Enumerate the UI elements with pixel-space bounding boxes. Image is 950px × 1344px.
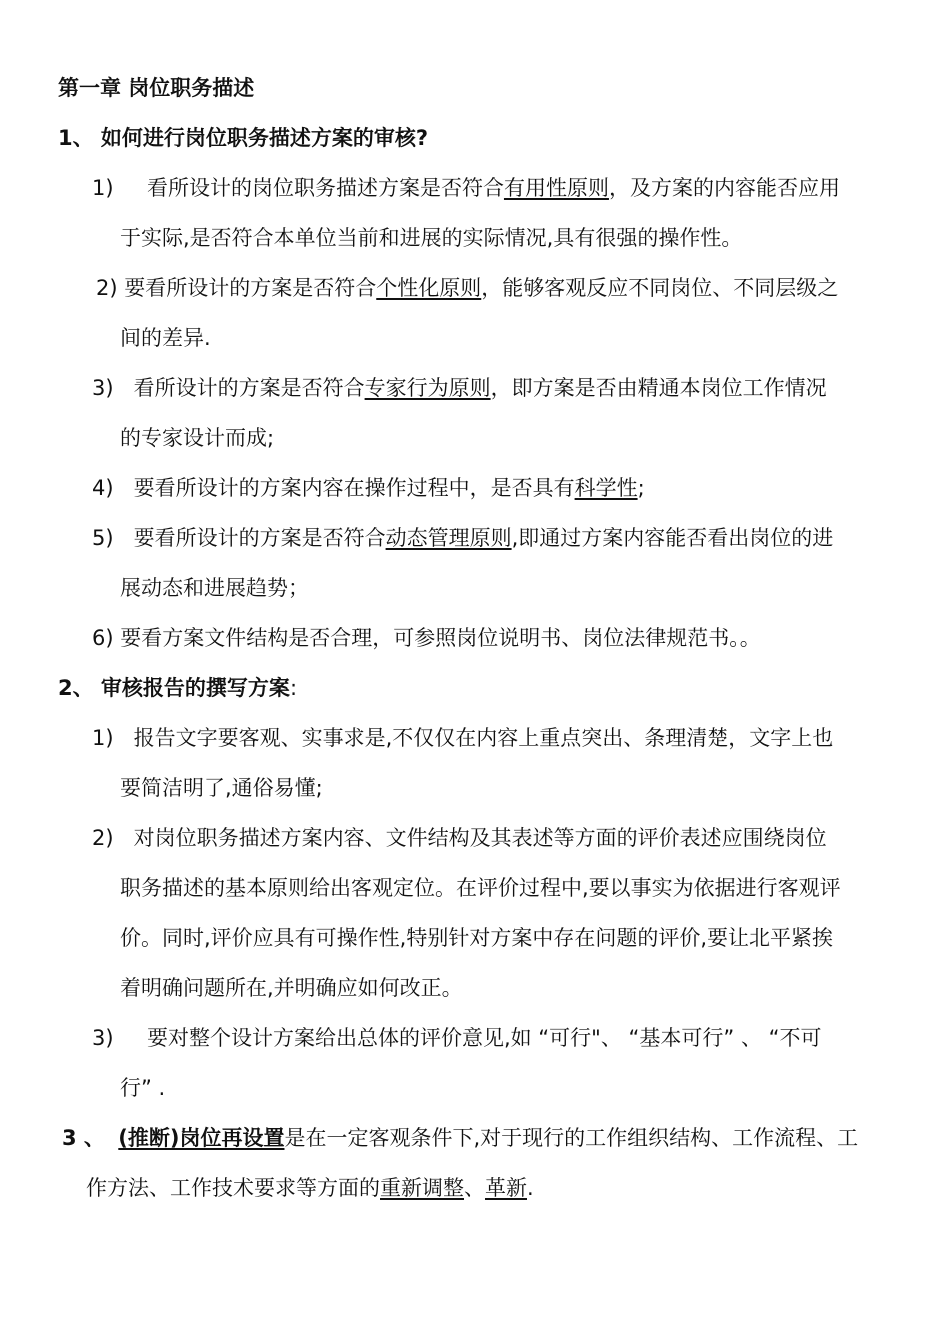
item-continuation: 展动态和进展趋势； [120,576,309,600]
section-3-text: 作方法、工作技术要求等方面的 [86,1176,380,1200]
item-text: ，能够客观反应不同岗位、不同层级之 [481,276,839,300]
item-text: 看所设计的岗位职务描述方案是否符合 [146,176,504,200]
list-item [92,824,827,852]
item-number: 4) [92,476,114,500]
section-3-paragraph [62,1124,858,1152]
item-text: 要看所设计的方案是否符合 [133,526,386,550]
item-continuation: 要简洁明了,通俗易懂; [120,776,323,800]
list-item [92,524,833,552]
underlined-term: 有用性原则 [503,176,609,200]
section-3-number: 3 、 [62,1126,105,1150]
section-1-heading: 1、 如何进行岗位职务描述方案的审核? [58,126,429,150]
underlined-term: 个性化原则 [376,276,482,300]
item-continuation: 价。同时,评价应具有可操作性,特别针对方案中存在问题的评价,要让北平紧挨 [120,926,834,950]
underlined-term: 革新 [485,1176,527,1200]
item-text: ; [637,476,645,500]
item-continuation: 着明确问题所在,并明确应如何改正。 [120,976,463,1000]
item-continuation: 行” . [120,1076,166,1100]
list-item [92,474,645,502]
item-number: 2) [92,826,114,850]
item-text: ，即方案是否由精通本岗位工作情况 [490,376,827,400]
end-mark: . [527,1176,534,1200]
item-text: 要看方案文件结构是否合理，可参照岗位说明书、岗位法律规范书。。 [120,626,761,650]
list-item [92,174,840,202]
separator: 、 [464,1176,485,1200]
chapter-title: 第一章 岗位职务描述 [58,76,255,100]
item-continuation: 于实际,是否符合本单位当前和进展的实际情况,具有很强的操作性。 [120,226,743,250]
item-number: 6) [92,626,114,650]
heading-colon: : [289,676,298,700]
list-item [92,724,833,752]
item-text: ，及方案的内容能否应用 [608,176,840,200]
item-continuation: 职务描述的基本原则给出客观定位。在评价过程中,要以事实为依据进行客观评 [120,876,841,900]
section-3-text: 是在一定客观条件下,对于现行的工作组织结构、工作流程、工 [284,1126,859,1150]
list-item [92,624,761,652]
item-text: 报告文字要客观、实事求是,不仅仅在内容上重点突出、条理清楚，文字上也 [133,726,834,750]
section-2-heading [58,674,297,702]
item-text: 看所设计的方案是否符合 [133,376,365,400]
underlined-term: 科学性 [574,476,638,500]
list-item [92,374,827,402]
item-number: 1) [92,176,114,200]
item-number: 2) [96,276,118,300]
item-text: 要看所设计的方案是否符合 [124,276,377,300]
item-text: 要看所设计的方案内容在操作过程中，是否具有 [133,476,575,500]
list-item [96,274,838,302]
item-number: 3) [92,376,114,400]
item-continuation: 的专家设计而成; [120,426,275,450]
underlined-term: 重新调整 [380,1176,464,1200]
underlined-term: 动态管理原则 [385,526,512,550]
list-item [92,1024,822,1052]
item-text: 对岗位职务描述方案内容、文件结构及其表述等方面的评价表述应围绕岗位 [133,826,827,850]
section-3-term: (推断)岗位再设置 [118,1126,285,1150]
item-number: 1) [92,726,114,750]
item-number: 5) [92,526,114,550]
item-continuation: 间的差异. [120,326,211,350]
item-number: 3) [92,1026,114,1050]
section-3-continuation [86,1174,534,1202]
item-text: 要对整个设计方案给出总体的评价意见,如 “可行"、 “基本可行” 、 “不可 [146,1026,822,1050]
section-2-title: 2、 审核报告的撰写方案 [58,676,290,700]
item-text: ,即通过方案内容能否看出岗位的进 [511,526,834,550]
underlined-term: 专家行为原则 [364,376,491,400]
